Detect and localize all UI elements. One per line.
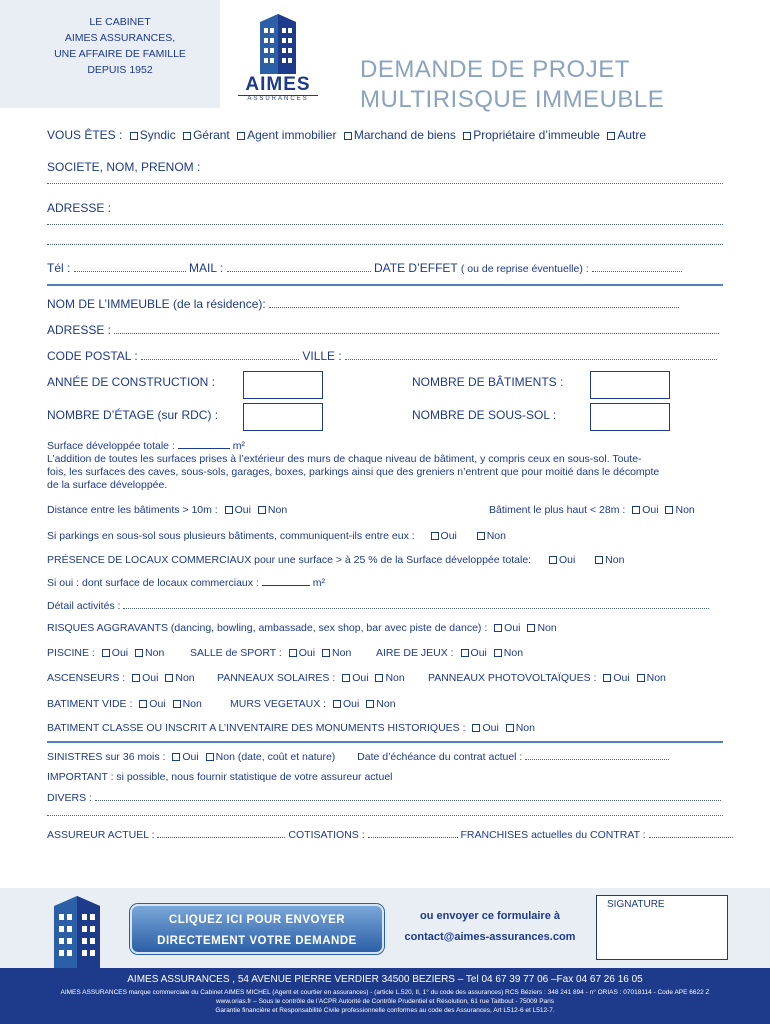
murs-vegetaux-non: Non <box>376 698 396 710</box>
piscine-oui: Oui <box>111 647 129 659</box>
panneaux-photo-non-checkbox[interactable] <box>637 674 645 682</box>
contact-email-link[interactable]: contact@aimes-assurances.com <box>404 931 576 943</box>
logo-name: AIMES <box>245 74 311 95</box>
salle-sport-label: SALLE de SPORT : <box>190 647 282 659</box>
separator-1 <box>47 284 723 286</box>
batiment-haut-non: Non <box>675 504 695 516</box>
risques-non-checkbox[interactable] <box>527 624 535 632</box>
aire-jeux-non: Non <box>503 647 524 659</box>
risques-oui: Oui <box>504 622 521 634</box>
panneaux-photo-oui: Oui <box>613 672 630 684</box>
risques-non: Non <box>537 622 557 634</box>
si-oui-row <box>47 577 325 589</box>
cabinet-line-4: DEPUIS 1952 <box>87 64 153 76</box>
nb-sous-sol-label: NOMBRE DE SOUS-SOL : <box>412 408 557 422</box>
aire-jeux-non-checkbox[interactable] <box>494 649 502 657</box>
piscine-non-checkbox[interactable] <box>135 649 143 657</box>
batiment-haut-oui: Oui <box>642 504 659 516</box>
sinistres-row <box>47 751 669 763</box>
adresse-field-1[interactable] <box>47 224 723 225</box>
locaux-label: PRÉSENCE DE LOCAUX COMMERCIAUX pour une surface > à 25 % de la Surface développée totale: <box>47 554 532 566</box>
important-note: IMPORTANT : si possible, nous fournir statistique de votre assureur actuel <box>47 771 393 783</box>
cabinet-line-3: UNE AFFAIRE DE FAMILLE <box>54 48 186 60</box>
aire-jeux-oui: Oui <box>470 647 487 659</box>
classe-oui: Oui <box>482 722 499 734</box>
piscine-row <box>47 647 164 659</box>
salle-sport-non: Non <box>332 647 352 659</box>
murs-vegetaux-row <box>230 698 396 710</box>
panneaux-solaires-oui: Oui <box>352 672 369 684</box>
date-effet-note: ( ou de reprise éventuelle) : <box>460 263 589 275</box>
salle-sport-oui-checkbox[interactable] <box>289 649 297 657</box>
murs-vegetaux-oui-checkbox[interactable] <box>333 700 341 708</box>
ville-field[interactable] <box>345 351 717 360</box>
annee-box[interactable] <box>243 371 323 399</box>
vous-etes-label: VOUS ÊTES : <box>47 128 123 142</box>
option-gerant: Gérant <box>193 128 230 142</box>
checkbox-marchand[interactable] <box>344 132 352 140</box>
aire-jeux-oui-checkbox[interactable] <box>461 649 469 657</box>
societe-label: SOCIETE, NOM, PRENOM : <box>47 160 201 174</box>
echeance-field[interactable] <box>525 751 669 760</box>
franchises-field[interactable] <box>649 829 733 838</box>
ascenseurs-oui-checkbox[interactable] <box>132 674 140 682</box>
option-autre: Autre <box>617 128 647 142</box>
nom-immeuble-row <box>47 297 679 311</box>
contact-row <box>47 261 682 275</box>
nb-etage-label: NOMBRE D’ÉTAGE (sur RDC) : <box>47 408 219 422</box>
ville-label: VILLE : <box>302 349 342 363</box>
adresse-label: ADRESSE : <box>47 201 112 215</box>
ascenseurs-label: ASCENSEURS : <box>47 672 126 684</box>
assureur-label: ASSUREUR ACTUEL : <box>47 829 155 841</box>
assureur-field[interactable] <box>157 829 285 838</box>
divers-field-2[interactable] <box>47 815 723 816</box>
parkings-row <box>47 530 506 542</box>
ascenseurs-non-checkbox[interactable] <box>165 674 173 682</box>
salle-sport-row <box>190 647 351 659</box>
cp-label: CODE POSTAL : <box>47 349 138 363</box>
distance-non-checkbox[interactable] <box>258 506 266 514</box>
separator-2 <box>47 741 723 743</box>
nb-batiments-box[interactable] <box>590 371 670 399</box>
parkings-oui: Oui <box>440 530 457 542</box>
detail-field[interactable] <box>123 600 709 609</box>
checkbox-syndic[interactable] <box>130 132 138 140</box>
detail-label: Détail activités : <box>47 600 121 612</box>
logo-sub: ASSURANCES <box>238 95 318 102</box>
salle-sport-oui: Oui <box>298 647 316 659</box>
locaux-oui-checkbox[interactable] <box>549 556 557 564</box>
cta-line-2: DIRECTEMENT VOTRE DEMANDE <box>157 935 357 947</box>
sinistres-label: SINISTRES sur 36 mois : <box>47 751 166 763</box>
aire-jeux-row <box>376 647 523 659</box>
ascenseurs-non: Non <box>175 672 195 684</box>
locaux-oui: Oui <box>558 554 576 566</box>
si-oui-unit: m² <box>312 577 325 589</box>
nom-immeuble-label: NOM DE L’IMMEUBLE (de la résidence): <box>47 297 266 311</box>
parkings-non: Non <box>486 530 506 542</box>
adresse-immeuble-row <box>47 323 719 337</box>
piscine-non: Non <box>145 647 165 659</box>
batiment-vide-row <box>47 698 202 710</box>
date-effet-label: DATE D’EFFET <box>373 261 458 275</box>
adresse-immeuble-label: ADRESSE : <box>47 323 112 337</box>
signature-box[interactable] <box>596 895 728 960</box>
distance-oui-checkbox[interactable] <box>225 506 233 514</box>
salle-sport-non-checkbox[interactable] <box>322 649 330 657</box>
option-syndic: Syndic <box>139 128 176 142</box>
title-line-1: DEMANDE DE PROJET <box>360 56 630 83</box>
si-oui-label: Si oui : dont surface de locaux commerciaux : <box>47 577 259 589</box>
panneaux-photo-oui-checkbox[interactable] <box>603 674 611 682</box>
classe-row <box>47 722 535 734</box>
assureur-row <box>47 829 733 841</box>
parkings-label: Si parkings en sous-sol sous plusieurs bâtiments, communiquent-ils entre eux : <box>47 530 415 542</box>
send-request-button[interactable] <box>130 904 384 954</box>
ascenseurs-oui: Oui <box>142 672 159 684</box>
ascenseurs-row <box>47 672 195 684</box>
checkbox-agent[interactable] <box>237 132 245 140</box>
locaux-non-checkbox[interactable] <box>595 556 603 564</box>
footer-legal-3: Garantie financière et Responsabilité Civile professionnelle conformes au code des Assurances, Art L512-6 et L512-7. <box>215 1007 555 1014</box>
vous-etes-row <box>47 128 646 142</box>
surface-desc-1: L’addition de toutes les surfaces prises à l’extérieur des murs de chaque niveau de bâtiment, y compris ceux en sous-sol. Toute- <box>47 453 642 465</box>
aire-jeux-label: AIRE DE JEUX : <box>376 647 454 659</box>
date-effet-field[interactable] <box>592 263 682 272</box>
si-oui-field[interactable] <box>262 577 310 586</box>
batiment-vide-oui: Oui <box>149 698 166 710</box>
tel-label: Tél : <box>47 261 71 275</box>
cabinet-line-2: AIMES ASSURANCES, <box>64 32 176 44</box>
classe-non: Non <box>515 722 535 734</box>
divers-row <box>47 792 721 804</box>
or-send-text: ou envoyer ce formulaire à <box>420 910 560 922</box>
cp-ville-row <box>47 349 717 363</box>
batiment-haut-row <box>489 504 695 516</box>
distance-oui: Oui <box>234 504 251 516</box>
distance-non: Non <box>267 504 288 516</box>
detail-row <box>47 600 709 612</box>
panneaux-solaires-row <box>217 672 405 684</box>
batiment-vide-label: BATIMENT VIDE : <box>47 698 133 710</box>
nom-immeuble-field[interactable] <box>269 299 679 308</box>
title-line-2: MULTIRISQUE IMMEUBLE <box>360 86 665 113</box>
option-agent: Agent immobilier <box>247 128 337 142</box>
aimes-logo <box>232 14 324 104</box>
signature-label: SIGNATURE <box>607 899 665 910</box>
batiment-vide-oui-checkbox[interactable] <box>139 700 147 708</box>
checkbox-gerant[interactable] <box>183 132 191 140</box>
parkings-oui-checkbox[interactable] <box>431 532 439 540</box>
tel-field[interactable] <box>74 263 186 272</box>
nb-sous-sol-box[interactable] <box>590 403 670 431</box>
panneaux-solaires-label: PANNEAUX SOLAIRES : <box>217 672 336 684</box>
panneaux-solaires-non-checkbox[interactable] <box>375 674 383 682</box>
sinistres-oui-checkbox[interactable] <box>172 753 180 761</box>
sinistres-oui: Oui <box>182 751 199 763</box>
piscine-oui-checkbox[interactable] <box>102 649 110 657</box>
footer-bar <box>0 968 770 1024</box>
footer-legal-2: www.orias.fr – Sous le contrôle de l’ACPR Autorité de Contrôle Prudentiel et Résolution, 61 rue Taitbout - 75009 Paris <box>215 998 555 1005</box>
footer-legal-1: AIMES ASSURANCES marque commerciale du Cabinet AIMES MICHEL (Agent et courtier en assurances) - (article L.520, II, 1° du code des assurances) RCS Béziers : 348 241 894 - n° ORIAS : 07018114 - Code APE 6622 Z <box>60 989 710 996</box>
panneaux-photo-row <box>428 672 666 684</box>
option-marchand: Marchand de biens <box>353 128 456 142</box>
classe-non-checkbox[interactable] <box>506 724 514 732</box>
classe-label: BATIMENT CLASSE OU INSCRIT A L’INVENTAIRE DES MONUMENTS HISTORIQUES : <box>47 722 466 734</box>
franchises-label: FRANCHISES actuelles du CONTRAT : <box>460 829 646 841</box>
classe-oui-checkbox[interactable] <box>472 724 480 732</box>
page-title <box>360 55 664 115</box>
batiment-haut-label: Bâtiment le plus haut < 28m : <box>489 504 626 516</box>
nb-batiments-label: NOMBRE DE BÂTIMENTS : <box>412 375 564 389</box>
distance-row <box>47 504 287 516</box>
risques-label: RISQUES AGGRAVANTS (dancing, bowling, ambassade, sex shop, bar avec piste de dance) : <box>47 622 488 634</box>
surface-row <box>47 440 245 452</box>
locaux-non: Non <box>605 554 625 566</box>
nb-etage-box[interactable] <box>243 403 323 431</box>
adresse-immeuble-field[interactable] <box>114 325 719 334</box>
cta-line-1: CLIQUEZ ICI POUR ENVOYER <box>168 914 346 926</box>
panneaux-solaires-oui-checkbox[interactable] <box>342 674 350 682</box>
surface-unit: m² <box>232 440 245 452</box>
batiment-vide-non: Non <box>182 698 202 710</box>
murs-vegetaux-label: MURS VEGETAUX : <box>230 698 327 710</box>
checkbox-autre[interactable] <box>607 132 615 140</box>
batiment-vide-non-checkbox[interactable] <box>173 700 181 708</box>
murs-vegetaux-oui: Oui <box>343 698 360 710</box>
surface-desc-3: de la surface développée. <box>47 479 168 491</box>
cotisations-field[interactable] <box>368 829 458 838</box>
distance-label: Distance entre les bâtiments > 10m : <box>47 504 218 516</box>
mail-label: MAIL : <box>189 261 224 275</box>
sinistres-non: Non (date, coût et nature) <box>215 751 336 763</box>
panneaux-photo-label: PANNEAUX PHOTOVOLTAÏQUES : <box>428 672 597 684</box>
batiment-haut-non-checkbox[interactable] <box>665 506 673 514</box>
building-icon-footer <box>50 892 104 968</box>
murs-vegetaux-non-checkbox[interactable] <box>366 700 374 708</box>
footer-building-icon <box>50 892 104 968</box>
footer-address: AIMES ASSURANCES , 54 AVENUE PIERRE VERDIER 34500 BEZIERS – Tel 04 67 39 77 06 –Fax 04 67 26 16 05 <box>127 974 643 985</box>
echeance-label: Date d’échéance du contrat actuel : <box>357 751 523 763</box>
societe-field[interactable] <box>47 183 723 184</box>
adresse-field-2[interactable] <box>47 244 723 245</box>
parkings-non-checkbox[interactable] <box>477 532 485 540</box>
sinistres-non-checkbox[interactable] <box>206 753 214 761</box>
surface-field[interactable] <box>178 440 230 449</box>
annee-label: ANNÉE DE CONSTRUCTION : <box>47 375 216 389</box>
divers-label: DIVERS : <box>47 792 92 804</box>
risques-oui-checkbox[interactable] <box>494 624 502 632</box>
piscine-label: PISCINE : <box>47 647 95 659</box>
panneaux-solaires-non: Non <box>385 672 405 684</box>
batiment-haut-oui-checkbox[interactable] <box>632 506 640 514</box>
checkbox-proprietaire[interactable] <box>463 132 471 140</box>
locaux-row <box>47 554 624 566</box>
cotisations-label: COTISATIONS : <box>288 829 365 841</box>
panneaux-photo-non: Non <box>646 672 666 684</box>
cabinet-line-1: LE CABINET <box>89 16 151 28</box>
surface-label: Surface développée totale : <box>47 440 175 452</box>
cabinet-tagline <box>40 14 200 78</box>
risques-row <box>47 622 557 634</box>
cp-field[interactable] <box>141 351 299 360</box>
surface-desc-2: fois, les surfaces des caves, sous-sols, garages, boxes, parkings ainsi que des greniers n’entrent que pour moitié dans le décompte <box>47 466 660 478</box>
mail-field[interactable] <box>227 263 371 272</box>
option-proprietaire: Propriétaire d’immeuble <box>473 128 600 142</box>
divers-field-1[interactable] <box>95 792 721 801</box>
